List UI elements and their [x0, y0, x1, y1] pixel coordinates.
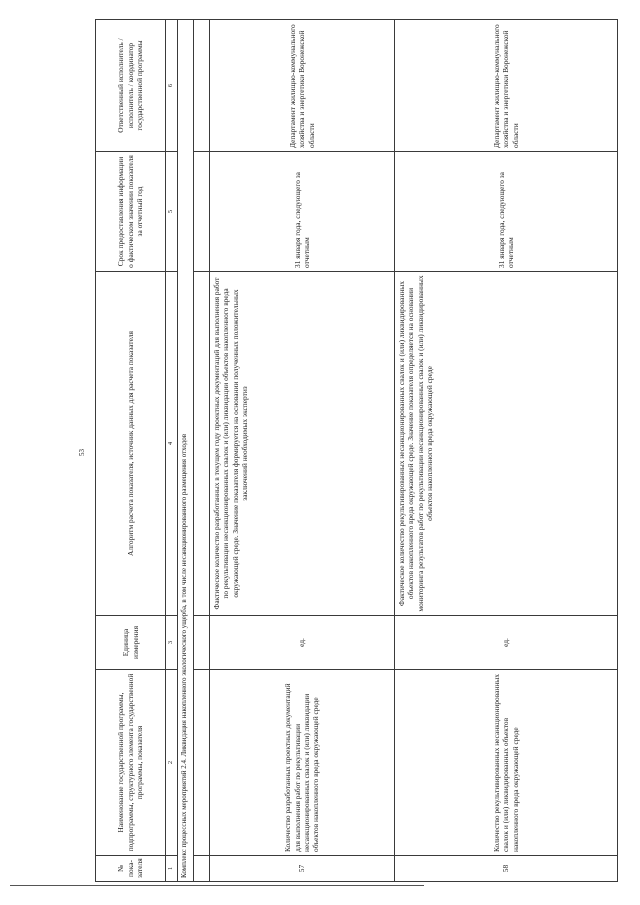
row-number: 58: [395, 856, 618, 882]
table-row: [395, 20, 618, 882]
indicator-responsible: Департамент жилищно-коммунального хозяйства и энергетики Воронежской области: [210, 20, 395, 152]
indicator-table-frame: [95, 20, 618, 882]
page-number: 53: [78, 449, 86, 456]
indicator-name: Количество разработанных проектных документаций для выполнения работ по рекультивации несанкционированных свалок и (или) ликвидации объектов накопленного вреда окружающей среде: [210, 670, 395, 856]
blank-row: [194, 20, 210, 882]
indicator-unit: ед.: [395, 616, 618, 670]
section-row: [178, 20, 194, 882]
column-number: 2: [166, 670, 178, 856]
header-deadline: Срок предоставления информации о фактическом значении показателя за отчетный год: [96, 152, 166, 272]
indicator-responsible: Департамент жилищно-коммунального хозяйства и энергетики Воронежской области: [395, 20, 618, 152]
rotated-page-content: [95, 20, 618, 882]
column-number: 5: [166, 152, 178, 272]
header-name: Наименование государственной программы, подпрограммы, структурного элемента государственной программы, показателя: [96, 670, 166, 856]
indicators-table: [95, 19, 618, 882]
column-number: 3: [166, 616, 178, 670]
column-number: 1: [166, 856, 178, 882]
header-unit: Единица измерения: [96, 616, 166, 670]
footer-rule: [10, 885, 424, 886]
header-responsible: Ответственный исполнитель / исполнитель / координатор государственной программы: [96, 20, 166, 152]
section-title: Комплекс процессных мероприятий 2.4. Ликвидация накопленного экологического ущерба, в том числе несанкционированного размещения отходов: [178, 20, 194, 882]
column-number: 4: [166, 272, 178, 616]
table-row: [210, 20, 395, 882]
header-algorithm: Алгоритм расчета показателя, источник данных для расчета показателя: [96, 272, 166, 616]
row-number: 57: [210, 856, 395, 882]
column-number: 6: [166, 20, 178, 152]
header-number: № пока-зателя: [96, 856, 166, 882]
column-number-row: [166, 20, 178, 882]
indicator-deadline: 31 января года, следующего за отчетным: [395, 152, 618, 272]
indicator-deadline: 31 января года, следующего за отчетным: [210, 152, 395, 272]
header-row: [96, 20, 166, 882]
indicator-algorithm: Фактическое количество рекультивированных несанкционированных свалок и (или) ликвидированных объектов накопленного вреда окружающей среде. Значение показателя определяется на основании мониторинга результатов работ по рекультивации несанкционированных свалок и (или) ликвидированных объектов накопленного вреда окружающей среде: [395, 272, 618, 616]
indicator-algorithm: Фактическое количество разработанных в текущем году проектных документаций для выполнения работ по рекультивации несанкционированных свалок и (или) ликвидации объектов накопленного вреда окружающей среде. Значение показателя формируется на основании полученных положительных заключений необходимых экспертиз: [210, 272, 395, 616]
indicator-name: Количество рекультивированных несанкционированных свалок и (или) ликвидированных объектов накопленного вреда окружающей среде: [395, 670, 618, 856]
indicator-unit: ед.: [210, 616, 395, 670]
